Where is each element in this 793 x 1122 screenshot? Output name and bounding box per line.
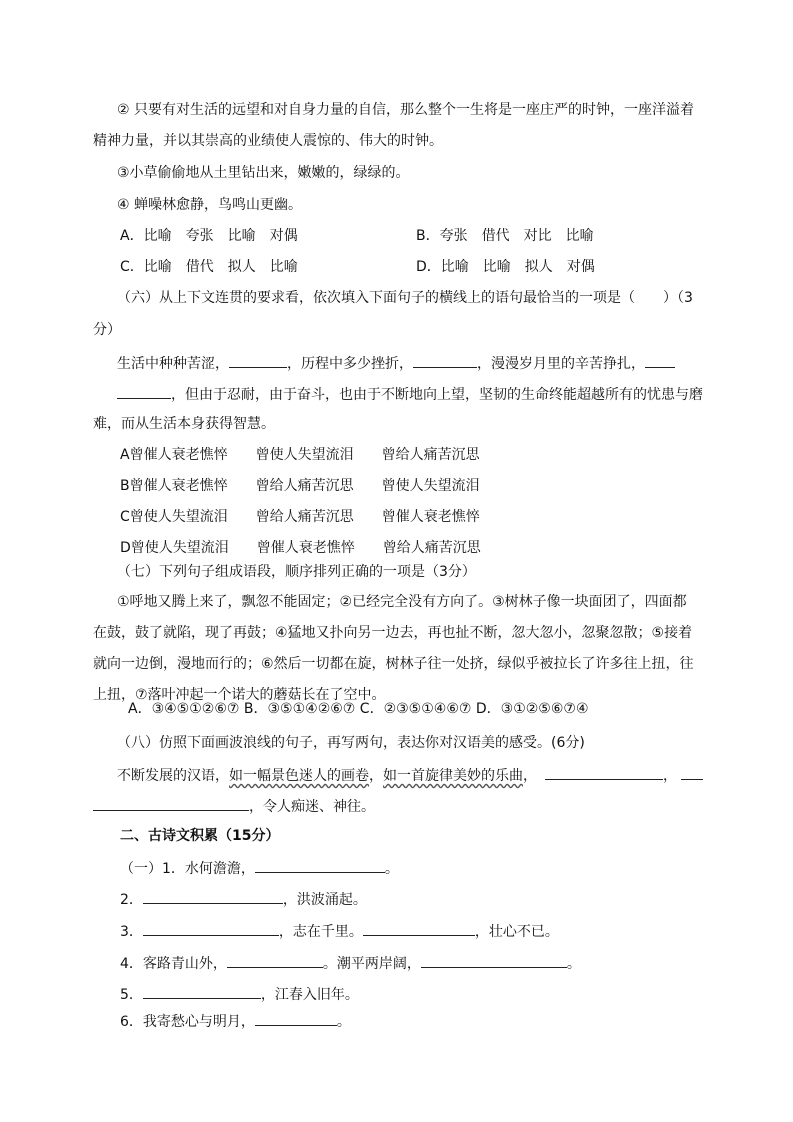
q6-option-b: B曾催人衰老憔悴 曾给人痛苦沉思 曾使人失望流泪: [120, 478, 480, 494]
poem-text: ，洪波涌起。: [282, 892, 367, 908]
q6-option-a: A曾催人衰老憔悴 曾使人失望流泪 曾给人痛苦沉思: [120, 447, 480, 463]
poem-text: 2．: [120, 892, 143, 908]
q6-option-c: C曾使人失望流泪 曾给人痛苦沉思 曾催人衰老憔悴: [120, 509, 480, 525]
poem-text: 。: [384, 861, 399, 877]
poem-text: 4．客路青山外，: [120, 956, 227, 972]
q8-stem: （八）仿照下面画波浪线的句子，再写两句，表达你对汉语美的感受。(6分): [117, 735, 585, 751]
q6-passage-line-1: [117, 352, 675, 374]
poem-line-2: [120, 888, 367, 910]
poem-text: 5．: [120, 987, 143, 1003]
q7-passage-line-4: 上扭，⑦落叶冲起一个诺大的蘑菇长在了空中。: [93, 687, 386, 703]
q8-text: ，: [663, 768, 677, 784]
q6-text: 生活中种种苦涩，: [117, 356, 229, 372]
q6-stem-line-2: 分）: [93, 322, 121, 338]
poem-text: 。: [336, 1014, 351, 1030]
poem-line-6: [120, 1010, 351, 1032]
answer-blank[interactable]: [681, 764, 703, 780]
poem-text: ，志在千里。: [278, 924, 363, 940]
q5-option-a: A．比喻 夸张 比喻 对偶: [120, 228, 298, 244]
q5-sentence-3: ③小草偷偷地从土里钻出来，嫩嫩的，绿绿的。: [117, 165, 410, 181]
poem-text: ，壮心不已。: [474, 924, 559, 940]
poem-text: 6．我寄愁心与明月，: [120, 1014, 255, 1030]
answer-blank[interactable]: [93, 795, 249, 811]
answer-blank[interactable]: [229, 352, 287, 368]
q5-option-b: B．夸张 借代 对比 比喻: [416, 228, 594, 244]
answer-blank[interactable]: [143, 888, 283, 904]
answer-blank[interactable]: [645, 352, 675, 368]
q8-example-line-2: [93, 795, 375, 817]
wavy-underlined-phrase: 如一首旋律美妙的乐曲: [383, 768, 523, 784]
answer-blank[interactable]: [255, 857, 385, 873]
answer-blank[interactable]: [227, 952, 323, 968]
q6-text: ，但由于忍耐，由于奋斗，也由于不断地向上望，坚韧的生命终能超越所有的忧患与磨: [171, 387, 703, 403]
answer-blank[interactable]: [545, 764, 663, 780]
poem-line-3: [120, 920, 559, 942]
q6-text: ，历程中多少挫折，: [287, 356, 413, 372]
section-2-heading: 二、古诗文积累（15分）: [120, 828, 280, 844]
q7-passage-line-2: 在鼓，鼓了就陷，现了再鼓；④猛地又扑向另一边去，再也扯不断，忽大忽小，忽聚忽散；⑤接着: [93, 625, 693, 641]
q8-example-line-1: [117, 764, 703, 786]
q5-option-d: D．比喻 比喻 拟人 对偶: [416, 259, 595, 275]
q7-stem: （七）下列句子组成语段，顺序排列正确的一项是（3分）: [117, 564, 476, 580]
wavy-underlined-phrase: 如一幅景色迷人的画卷: [229, 768, 369, 784]
answer-blank[interactable]: [363, 920, 475, 936]
poem-line-5: [120, 983, 359, 1005]
q8-text: ，: [369, 768, 383, 784]
poem-text: 。: [566, 956, 581, 972]
answer-blank[interactable]: [117, 383, 171, 399]
answer-blank[interactable]: [143, 983, 261, 999]
answer-blank[interactable]: [255, 1010, 337, 1026]
poem-line-1: [120, 857, 399, 879]
q6-text: ，漫漫岁月里的辛苦挣扎，: [477, 356, 645, 372]
q6-passage-line-3: 难，而从生活本身获得智慧。: [93, 416, 275, 432]
q5-sentence-2-line-1: ② 只要有对生活的远望和对自身力量的自信，那么整个一生将是一座庄严的时钟，一座洋溢着: [117, 102, 694, 118]
poem-line-4: [120, 952, 581, 974]
q8-text: ，令人痴迷、神往。: [249, 799, 375, 815]
q5-sentence-2-line-2: 精神力量，并以其崇高的业绩使人震惊的、伟大的时钟。: [93, 133, 443, 149]
poem-text: （一）1．水何澹澹，: [120, 861, 255, 877]
q6-stem-line-1: （六）从上下文连贯的要求看，依次填入下面句子的横线上的语句最恰当的一项是（ ）（3: [117, 290, 693, 306]
q5-sentence-4: ④ 蝉噪林愈静，鸟鸣山更幽。: [117, 197, 303, 213]
poem-text: 3．: [120, 924, 143, 940]
q7-options: A．③④⑤①②⑥⑦ B．③⑤①④②⑥⑦ C．②③⑤①④⑥⑦ D．③①②⑤⑥⑦④: [128, 701, 589, 717]
q8-text: ，: [523, 768, 537, 784]
answer-blank[interactable]: [413, 352, 477, 368]
q7-passage-line-1: ①呼地又腾上来了，飘忽不能固定；②已经完全没有方向了。③树林子像一块面团了，四面都: [117, 594, 687, 610]
q8-text: 不断发展的汉语，: [117, 768, 229, 784]
q6-option-d: D曾使人失望流泪 曾催人衰老憔悴 曾给人痛苦沉思: [120, 540, 481, 556]
answer-blank[interactable]: [143, 920, 279, 936]
poem-text: 。潮平两岸阔，: [322, 956, 421, 972]
q5-option-c: C．比喻 借代 拟人 比喻: [120, 259, 298, 275]
q7-passage-line-3: 就向一边倒，漫地而行的；⑥然后一切都在旋，树林子往一处挤，绿似乎被拉长了许多往上扭，往: [93, 656, 694, 672]
poem-text: ，江春入旧年。: [260, 987, 359, 1003]
answer-blank[interactable]: [421, 952, 567, 968]
q6-passage-line-2: [117, 383, 703, 405]
